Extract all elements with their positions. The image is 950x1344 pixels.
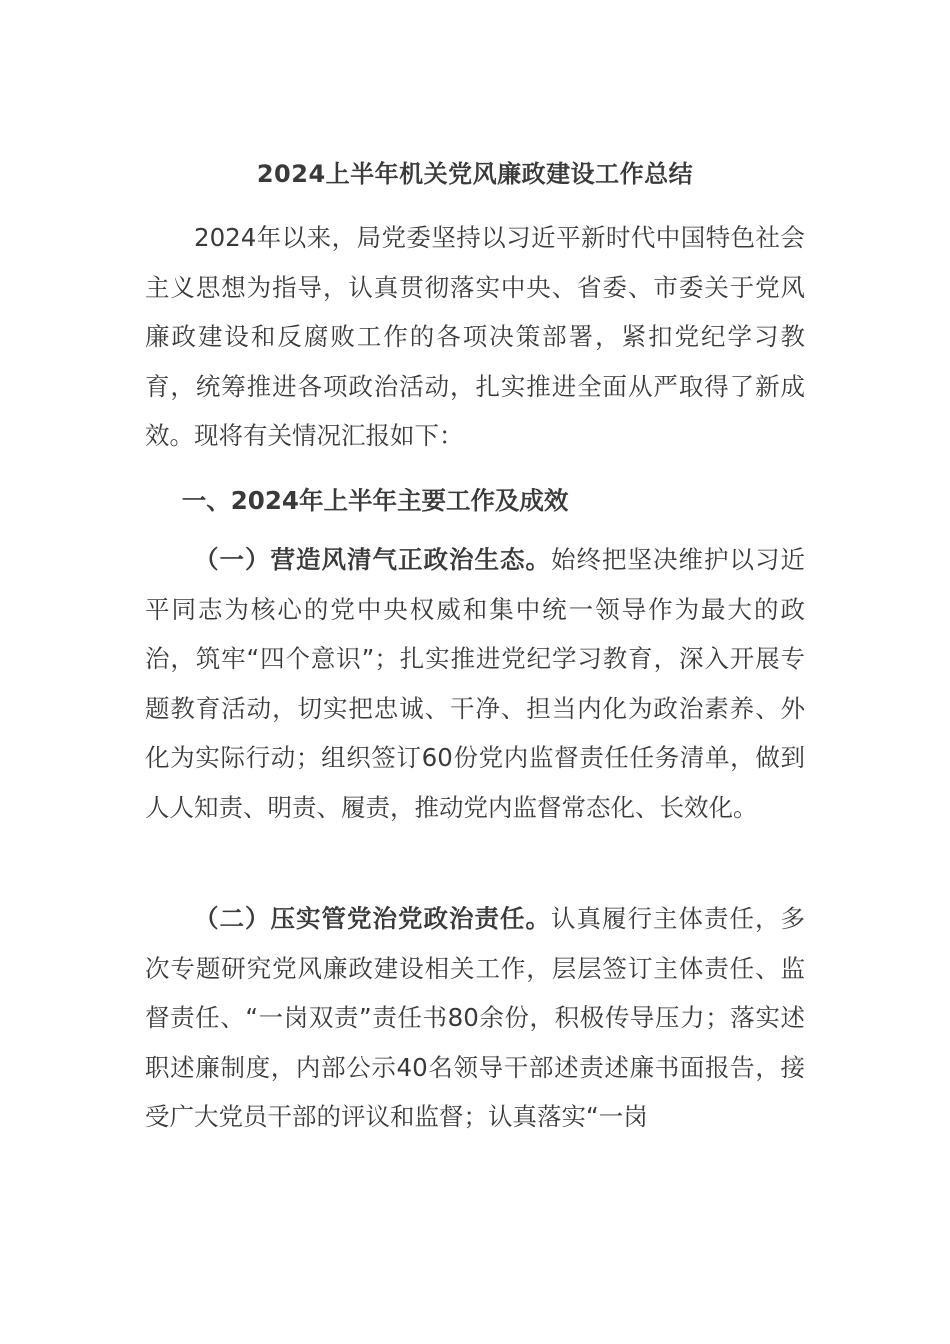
document-title: 2024上半年机关党风廉政建设工作总结 bbox=[256, 160, 694, 188]
item-2-body: 认真履行主体责任，多次专题研究党风廉政建设相关工作，层层签订主体责任、监督责任、“一岗双责”责任书80余份，积极传导压力；落实述职述廉制度，内部公示40名领导干部述责述廉书面报告，接受广大党员干部的评议和监督；认真落实“一岗 bbox=[145, 904, 805, 1131]
item-1-lead: （一）营造风清气正政治生态。 bbox=[194, 545, 551, 574]
item-paragraph-2 bbox=[145, 894, 805, 1142]
item-1-body: 始终把坚决维护以习近平同志为核心的党中央权威和集中统一领导作为最大的政治，筑牢“四个意识”；扎实推进党纪学习教育，深入开展专题教育活动，切实把忠诚、干净、担当内化为政治素养、外化为实际行动；组织签订60份党内监督责任任务清单，做到人人知责、明责、履责，推动党内监督常态化、长效化。 bbox=[145, 545, 805, 822]
section-heading: 一、2024年上半年主要工作及成效 bbox=[181, 486, 569, 515]
item-paragraph-1 bbox=[145, 535, 805, 832]
item-2-lead: （二）压实管党治党政治责任。 bbox=[194, 904, 551, 933]
intro-paragraph: 2024年以来，局党委坚持以习近平新时代中国特色社会主义思想为指导，认真贯彻落实中央、省委、市委关于党风廉政建设和反腐败工作的各项决策部署，紧扣党纪学习教育，统筹推进各项政治活动，扎实推进全面从严取得了新成效。现将有关情况汇报如下： bbox=[145, 223, 805, 450]
